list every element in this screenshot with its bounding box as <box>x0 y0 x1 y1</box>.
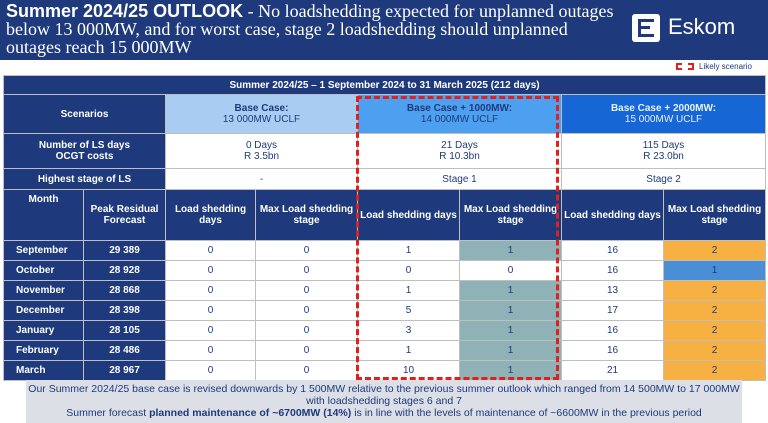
col-peak: Peak Residual Forecast <box>84 190 166 241</box>
base-stage-cell: 0 <box>256 361 358 381</box>
plus-1000-stage-cell: 1 <box>460 301 562 321</box>
col-month: Month <box>4 190 84 241</box>
period-header: Summer 2024/25 – 1 September 2024 to 31 March 2025 (212 days) <box>4 76 766 95</box>
base-stage-cell: 0 <box>256 321 358 341</box>
ls-days-base-days: 0 Days <box>245 140 278 151</box>
title-bold: Summer 2024/25 OUTLOOK <box>6 1 244 21</box>
base-days-cell: 0 <box>166 341 256 361</box>
scenario-plus-2000-sub: 15 000MW UCLF <box>624 114 703 125</box>
eskom-logo <box>632 10 762 46</box>
scenario-plus-2000-name: Base Case + 2000MW: <box>610 103 717 114</box>
peak-cell: 28 967 <box>84 361 166 381</box>
scenario-base-name: Base Case: <box>234 103 289 114</box>
highest-stage-base: - <box>166 169 358 190</box>
scenarios-label: Scenarios <box>4 95 166 134</box>
table-row <box>4 241 766 261</box>
base-days-cell: 0 <box>166 301 256 321</box>
month-cell: January <box>4 321 84 341</box>
scenario-base-sub: 13 000MW UCLF <box>222 114 301 125</box>
base-days-cell: 0 <box>166 281 256 301</box>
plus-2000-stage-cell: 1 <box>664 261 766 281</box>
table-row <box>4 261 766 281</box>
month-cell: March <box>4 361 84 381</box>
ls-days-label-line2: OCGT costs <box>55 151 114 162</box>
plus-2000-days-cell: 16 <box>562 341 664 361</box>
peak-cell: 28 868 <box>84 281 166 301</box>
plus-2000-stage-cell: 2 <box>664 361 766 381</box>
scenario-plus-2000 <box>562 95 766 134</box>
ls-days-plus-2000 <box>562 134 766 169</box>
highest-stage-plus-2000: Stage 2 <box>562 169 766 190</box>
outlook-table <box>3 75 766 381</box>
base-days-cell: 0 <box>166 241 256 261</box>
plus-2000-days-cell: 13 <box>562 281 664 301</box>
highest-stage-plus-1000: Stage 1 <box>358 169 562 190</box>
title-rest: - No loadshedding expected for unplanned outages below 13 000MW, and for worst case, stage 2 loadshedding should unplanned outages reach 15 000MW <box>6 1 614 57</box>
plus-1000-stage-cell: 0 <box>460 261 562 281</box>
table-row <box>4 301 766 321</box>
footer-line2-post: is in line with the levels of maintenance of ~6600MW in the previous period <box>351 407 702 419</box>
base-days-cell: 0 <box>166 321 256 341</box>
plus-1000-days-cell: 3 <box>358 321 460 341</box>
slide-header <box>0 0 768 60</box>
plus-1000-days-cell: 0 <box>358 261 460 281</box>
footer-line1: Our Summer 2024/25 base case is revised downwards by 1 500MW relative to the previous summer outlook which ranged from 14 500MW to 17 000MW with loadshedding stages 6 and 7 <box>28 383 740 407</box>
plus-1000-days-cell: 1 <box>358 281 460 301</box>
base-stage-cell: 0 <box>256 301 358 321</box>
plus-1000-stage-cell: 1 <box>460 321 562 341</box>
ls-days-plus-2000-days: 115 Days <box>642 140 685 151</box>
plus-1000-days-cell: 10 <box>358 361 460 381</box>
footer-line2-bold: planned maintenance of ~6700MW (14%) <box>149 407 352 419</box>
plus-2000-days-cell: 16 <box>562 321 664 341</box>
col-plus-1000-stage: Max Load shedding stage <box>460 190 562 241</box>
peak-cell: 28 105 <box>84 321 166 341</box>
scenario-base <box>166 95 358 134</box>
month-cell: October <box>4 261 84 281</box>
base-stage-cell: 0 <box>256 341 358 361</box>
month-cell: December <box>4 301 84 321</box>
plus-2000-stage-cell: 2 <box>664 341 766 361</box>
col-base-stage: Max Load shedding stage <box>256 190 358 241</box>
ls-days-label-line1: Number of LS days <box>38 140 131 151</box>
col-base-days: Load shedding days <box>166 190 256 241</box>
plus-1000-days-cell: 5 <box>358 301 460 321</box>
ls-days-base-cost: R 3.5bn <box>243 151 280 162</box>
plus-2000-days-cell: 21 <box>562 361 664 381</box>
base-stage-cell: 0 <box>256 241 358 261</box>
plus-2000-days-cell: 17 <box>562 301 664 321</box>
peak-cell: 28 928 <box>84 261 166 281</box>
plus-2000-stage-cell: 2 <box>664 301 766 321</box>
base-stage-cell: 0 <box>256 261 358 281</box>
legend-label: Likely scenario <box>699 62 752 71</box>
eskom-logo-icon <box>632 14 660 42</box>
month-cell: September <box>4 241 84 261</box>
slide-title <box>6 2 626 56</box>
base-days-cell: 0 <box>166 361 256 381</box>
ls-days-plus-1000-cost: R 10.3bn <box>439 151 480 162</box>
table-row <box>4 361 766 381</box>
peak-cell: 28 486 <box>84 341 166 361</box>
plus-2000-stage-cell: 2 <box>664 321 766 341</box>
month-cell: February <box>4 341 84 361</box>
ls-days-base <box>166 134 358 169</box>
base-days-cell: 0 <box>166 261 256 281</box>
table-row <box>4 321 766 341</box>
plus-1000-stage-cell: 1 <box>460 241 562 261</box>
ls-days-plus-1000-days: 21 Days <box>441 140 478 151</box>
plus-1000-days-cell: 1 <box>358 241 460 261</box>
likely-scenario-legend <box>676 62 752 72</box>
col-plus-2000-stage: Max Load shedding stage <box>664 190 766 241</box>
scenario-plus-1000-sub: 14 000MW UCLF <box>420 114 499 125</box>
table-row <box>4 341 766 361</box>
base-stage-cell: 0 <box>256 281 358 301</box>
ls-days-plus-2000-cost: R 23.0bn <box>643 151 684 162</box>
dashed-box-icon <box>676 63 694 70</box>
peak-cell: 29 389 <box>84 241 166 261</box>
col-plus-1000-days: Load shedding days <box>358 190 460 241</box>
plus-1000-stage-cell: 1 <box>460 361 562 381</box>
scenario-plus-1000-name: Base Case + 1000MW: <box>406 103 513 114</box>
peak-cell: 28 398 <box>84 301 166 321</box>
month-cell: November <box>4 281 84 301</box>
table-row <box>4 281 766 301</box>
col-plus-2000-days: Load shedding days <box>562 190 664 241</box>
plus-1000-days-cell: 1 <box>358 341 460 361</box>
footer-line2-pre: Summer forecast <box>66 407 150 419</box>
plus-1000-stage-cell: 1 <box>460 341 562 361</box>
plus-2000-days-cell: 16 <box>562 241 664 261</box>
plus-1000-stage-cell: 1 <box>460 281 562 301</box>
plus-2000-stage-cell: 2 <box>664 241 766 261</box>
plus-2000-days-cell: 16 <box>562 261 664 281</box>
plus-2000-stage-cell: 2 <box>664 281 766 301</box>
footer-notes <box>26 380 742 423</box>
footer-line2 <box>26 407 742 419</box>
eskom-logo-text: Eskom <box>668 14 736 39</box>
highest-stage-label: Highest stage of LS <box>4 169 166 190</box>
ls-days-label <box>4 134 166 169</box>
scenario-plus-1000 <box>358 95 562 134</box>
ls-days-plus-1000 <box>358 134 562 169</box>
